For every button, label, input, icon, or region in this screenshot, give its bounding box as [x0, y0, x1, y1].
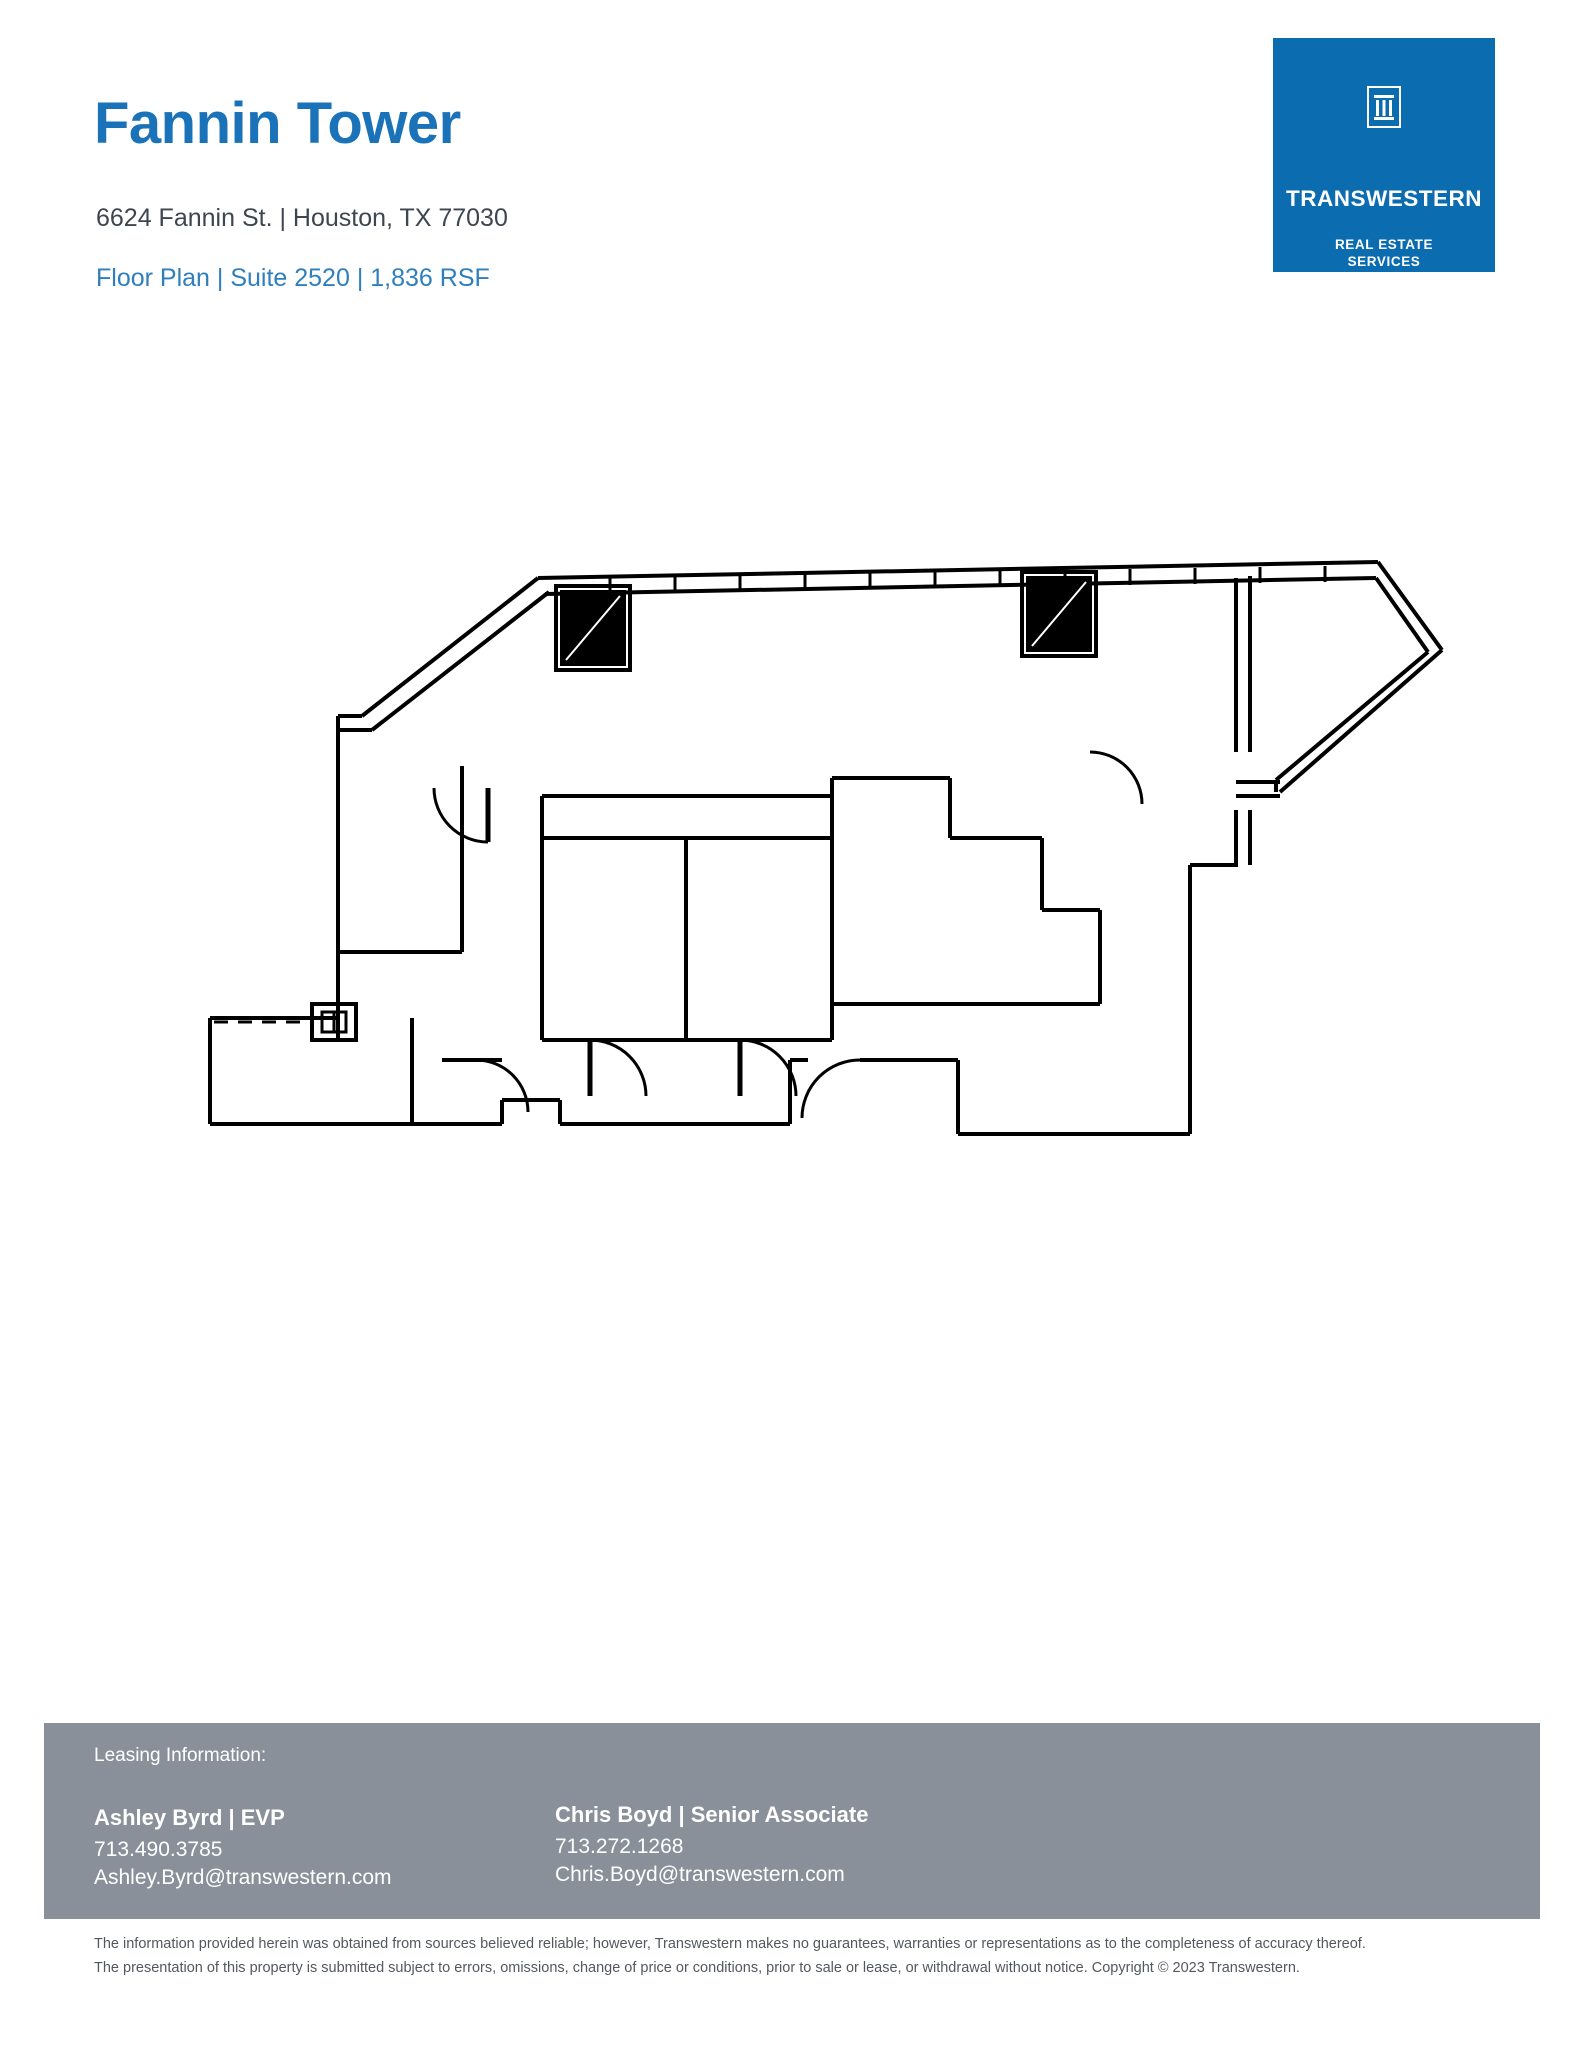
- contact-name: Chris Boyd | Senior Associate: [555, 1802, 869, 1827]
- contact-phone[interactable]: 713.490.3785: [94, 1838, 223, 1861]
- contact-email[interactable]: Ashley.Byrd@transwestern.com: [94, 1866, 392, 1889]
- column-capital-icon: [1273, 86, 1495, 128]
- contact-card: [555, 1802, 868, 1887]
- contact-name: Ashley Byrd | EVP: [94, 1805, 285, 1830]
- logo-tagline-line2: SERVICES: [1347, 254, 1421, 269]
- property-address: 6624 Fannin St. | Houston, TX 77030: [96, 204, 508, 232]
- contact-email[interactable]: Chris.Boyd@transwestern.com: [555, 1863, 845, 1886]
- transwestern-logo-block: [1273, 38, 1495, 272]
- logo-tagline-line1: REAL ESTATE: [1334, 237, 1434, 252]
- leasing-information-label: Leasing Information:: [94, 1745, 267, 1766]
- plan-subtitle: Floor Plan | Suite 2520 | 1,836 RSF: [96, 264, 490, 292]
- contact-card: [94, 1805, 392, 1890]
- logo-tagline: [1273, 236, 1495, 270]
- disclaimer-line-2: The presentation of this property is submitted subject to errors, omissions, change of price or conditions, prior to sale or lease, or withdrawal without notice. Copyright © 2023 Transwestern.: [94, 1960, 1300, 1976]
- page-title: Fannin Tower: [94, 91, 461, 156]
- disclaimer: [94, 1932, 1494, 1980]
- suite-2520-floor-plan: [90, 520, 1510, 1320]
- contact-phone[interactable]: 713.272.1268: [555, 1835, 684, 1858]
- logo-wordmark: TRANSWESTERN: [1286, 186, 1482, 211]
- disclaimer-line-1: The information provided herein was obtained from sources believed reliable; however, Transwestern makes no guarantees, warranties or representations as to the completeness of accuracy thereof.: [94, 1936, 1366, 1952]
